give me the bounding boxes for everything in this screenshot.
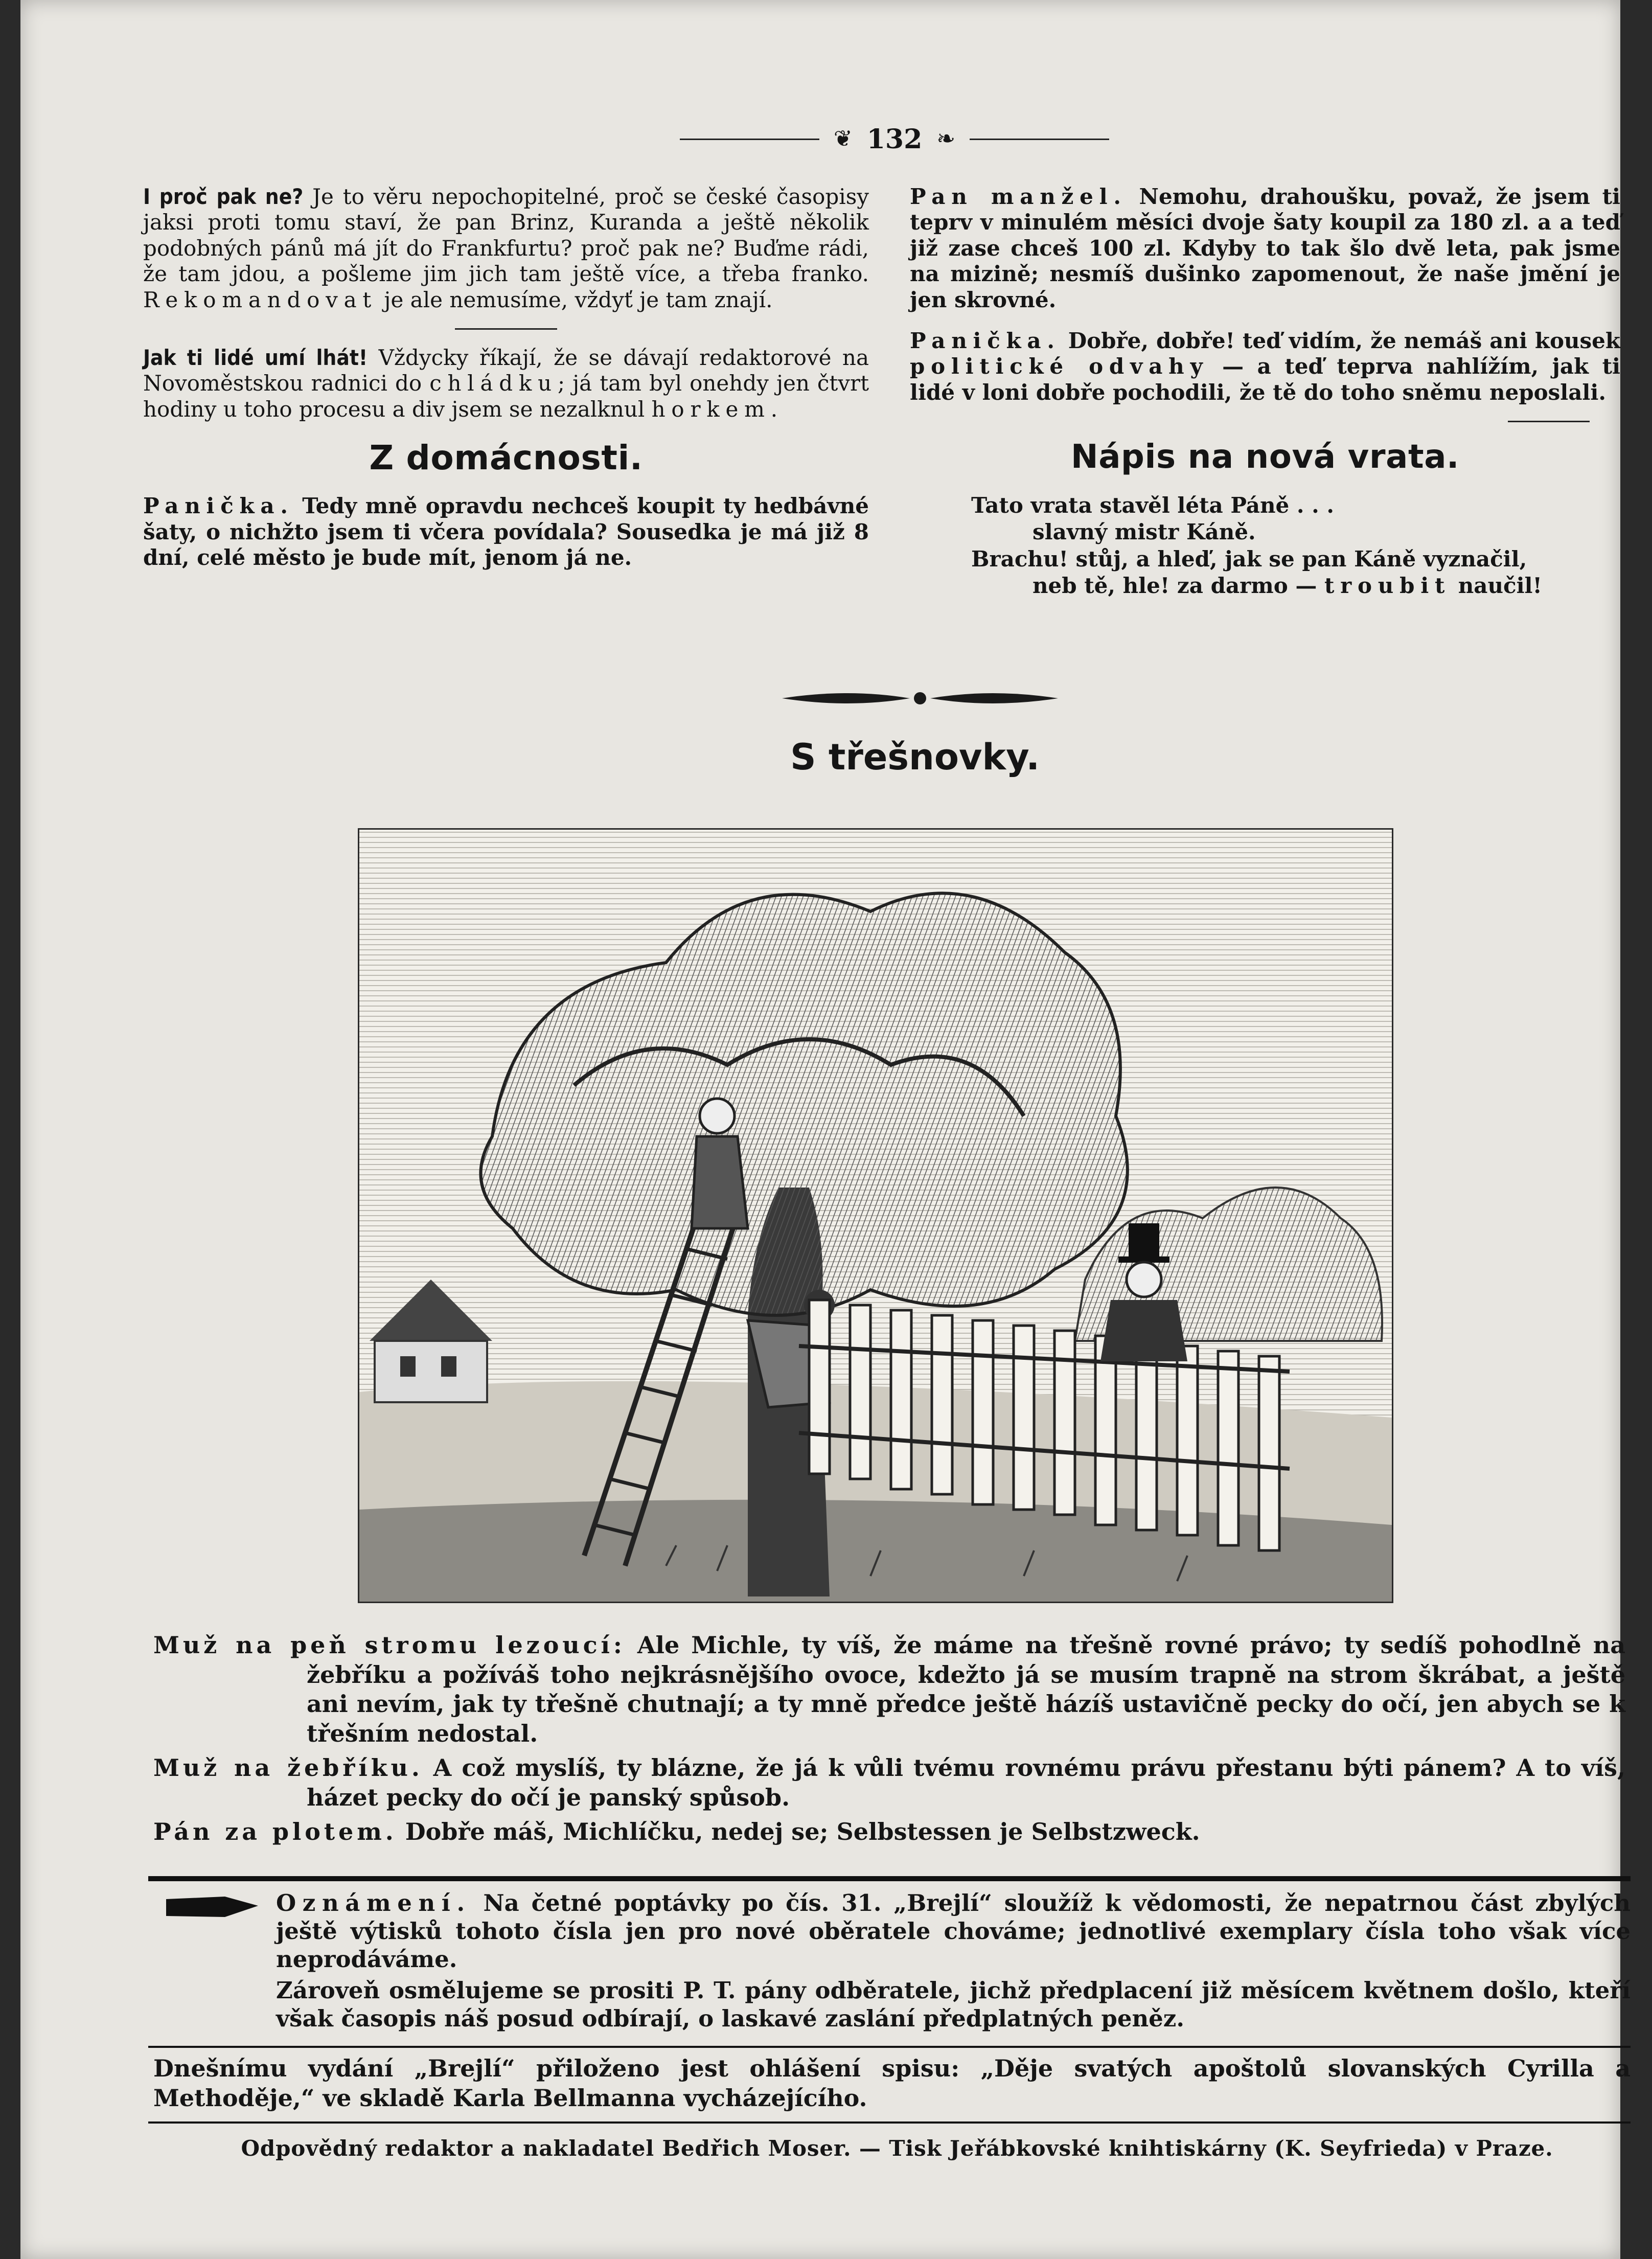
dialog-manzel — [910, 184, 1620, 313]
ornament-left-icon: ❦ — [833, 126, 853, 152]
speaker-panicka: Panička. — [143, 493, 294, 519]
article-frankfurt-text: Je to věru nepochopitelné, proč se české časopisy jaksi proti tomu staví, že pan Brinz, Kuranda a ještě několik podobných pánů má jít do Frankfurtu? proč pak ne? Buďme rádi, že tam jdou, a pošleme jim jich tam ještě více, a třeba franko. — [143, 184, 869, 287]
verse-line-4b: naučil! — [1451, 573, 1542, 599]
left-column — [143, 184, 869, 586]
notice-top-rule — [148, 1876, 1631, 1881]
article-frankfurt — [143, 184, 869, 313]
dialog-line-1 — [153, 1631, 1625, 1748]
article-frankfurt-tail: je ale nemusíme, vždyť je tam znají. — [377, 287, 773, 312]
right-column — [910, 184, 1620, 600]
verse-line-4-spaced: troubit — [1324, 573, 1451, 599]
dialog-panicka-2-text: Dobře, dobře! teď vidím, že nemáš ani kousek — [1060, 328, 1620, 353]
page-number: 132 — [866, 123, 923, 155]
article-lhat-spaced2: horkem — [651, 396, 771, 422]
dialog-line-2-text: A což myslíš, ty blázne, že já k vůli tvému rovnému právu přestanu býti pánem? A to víš, házet pecky do očí je panský spůsob. — [307, 1754, 1625, 1811]
dialog-line-2 — [153, 1753, 1625, 1812]
article-lhat-spaced1: chládku — [429, 371, 558, 396]
speaker-panicka-2: Panička. — [910, 328, 1061, 353]
header-rule-right — [970, 139, 1109, 140]
article-frankfurt-spaced: Rekomandovat — [143, 287, 378, 312]
imprint-footer: Odpovědný redaktor a nakladatel Bedřich Moser. — Tisk Jeřábkovské knihtiskárny (K. Seyfrieda) v Praze. — [241, 2136, 1553, 2161]
short-divider — [455, 328, 557, 330]
speaker-manzel: Pan manžel. — [910, 184, 1127, 209]
header-rule-left — [680, 139, 819, 140]
cartoon-title: S třešnovky. — [790, 736, 1040, 778]
section-title-napis: Nápis na nová vrata. — [1071, 438, 1459, 476]
short-divider-right — [1508, 421, 1590, 422]
dialog-line-1-text: Ale Michle, ty víš, že máme na třešně rovné právo; ty sedíš pohodlně na žebříku a požíváš toho nejkrásnějšího ovoce, kdežto já se musím trapně na strom škrábat, a ještě ani nevím, jak ty třešně chutnají; a ty mně předce ještě házíš ustavičně pecky do očí, jen abych se k třešním nedostal. — [307, 1631, 1625, 1747]
dialog-panicka-2-tail: — a teď teprva nahlížím, jak ti lidé v loni dobře pochodili, že tě do toho sněmu neposlali. — [910, 354, 1620, 405]
notice-paragraph-1 — [276, 1889, 1631, 1974]
article-lhat-text: Vždycky říkají, že se dávají redaktorové na Novoměstskou radnici do — [143, 345, 869, 396]
notice-text-1: Na četné poptávky po čís. 31. „Brejlí“ sloužíž k vědomosti, že nepatrnou část zbylých ještě výtisků tohoto čísla jen pro nové oběratele chováme; jednotlivé exemplary čísla toho však více neprodáváme. — [276, 1889, 1631, 1973]
footer-top-rule — [148, 2121, 1631, 2124]
dialog-panicka-1-text: Tedy mně opravdu nechceš koupit ty hedbávné šaty, o nichžto jsem ti včera povídala? Sousedka je má již 8 dní, celé město je bude mít, jenom já ne. — [143, 493, 869, 571]
attachment-note: Dnešnímu vydání „Brejlí“ přiloženo jest ohlášení spisu: „Děje svatých apoštolů slovanských Cyrilla a Methoděje,“ ve skladě Karla Bellmanna vycházejícího. — [153, 2055, 1631, 2112]
speaker-fence-man: Pán za plotem. — [153, 1818, 397, 1845]
dialog-panicka-2-spaced: politické odvahy — [910, 354, 1209, 379]
cartoon-dialog — [153, 1631, 1625, 1852]
verse-line-4 — [971, 573, 1620, 600]
notice-paragraph-2: Zároveň osmělujeme se prositi P. T. pány odběratele, jichž předplacení již měsícem květnem došlo, kteří však časopis náš posud odbírají, o laskavé zaslání předplatných peněz. — [276, 1976, 1631, 2032]
ornamental-divider-icon — [777, 683, 1063, 714]
dialog-line-3 — [153, 1817, 1625, 1847]
newspaper-page — [20, 0, 1631, 2259]
verse-block — [971, 492, 1620, 600]
dialog-panicka-1 — [143, 493, 869, 571]
verse-line-4a: neb tě, hle! za darmo — — [1032, 573, 1324, 599]
ornament-right-icon: ❧ — [936, 126, 956, 152]
dialog-line-3-text: Dobře máš, Michlíčku, nedej se; Selbstessen je Selbstzweck. — [397, 1818, 1200, 1845]
article-lhat-lead: Jak ti lidé umí lhát! — [143, 345, 368, 370]
dialog-manzel-text: Nemohu, drahoušku, považ, že jsem ti teprv v minulém měsíci dvoje šaty koupil za 180 zl. a a teď již zase chceš 100 zl. Kdyby to tak šlo dvě leta, pak jsme na mizině; nesmíš dušinko zapomenout, že naše jmění je jen skrovné. — [910, 184, 1620, 312]
article-frankfurt-lead: I proč pak ne? — [143, 184, 304, 209]
speaker-ladder-man: Muž na žebříku. — [153, 1754, 423, 1782]
article-lhat-text2: ; já tam byl onehdy jen čtvrt hodiny u toho procesu a div jsem se nezalknul — [143, 371, 869, 422]
article-lhat — [143, 345, 869, 422]
article-lhat-tail: . — [770, 396, 778, 422]
verse-line-2: slavný mistr Káně. — [1032, 519, 1256, 545]
dialog-panicka-2 — [910, 328, 1620, 405]
cherry-tree-illustration — [358, 828, 1393, 1603]
verse-line-3: Brachu! stůj, a hleď, jak se pan Káně vyznačil, — [971, 546, 1527, 572]
page-header — [680, 119, 1109, 159]
section-title-domacnosti: Z domácnosti. — [369, 438, 643, 478]
attachment-top-rule — [148, 2046, 1631, 2048]
speaker-climber: Muž na peň stromu lezoucí: — [153, 1631, 626, 1659]
verse-line-1: Tato vrata stavěl léta Páně . . . — [971, 492, 1335, 518]
notice-block — [276, 1889, 1631, 2036]
pointing-hand-icon — [164, 1891, 261, 1922]
notice-label: Oznámení. — [276, 1889, 471, 1916]
